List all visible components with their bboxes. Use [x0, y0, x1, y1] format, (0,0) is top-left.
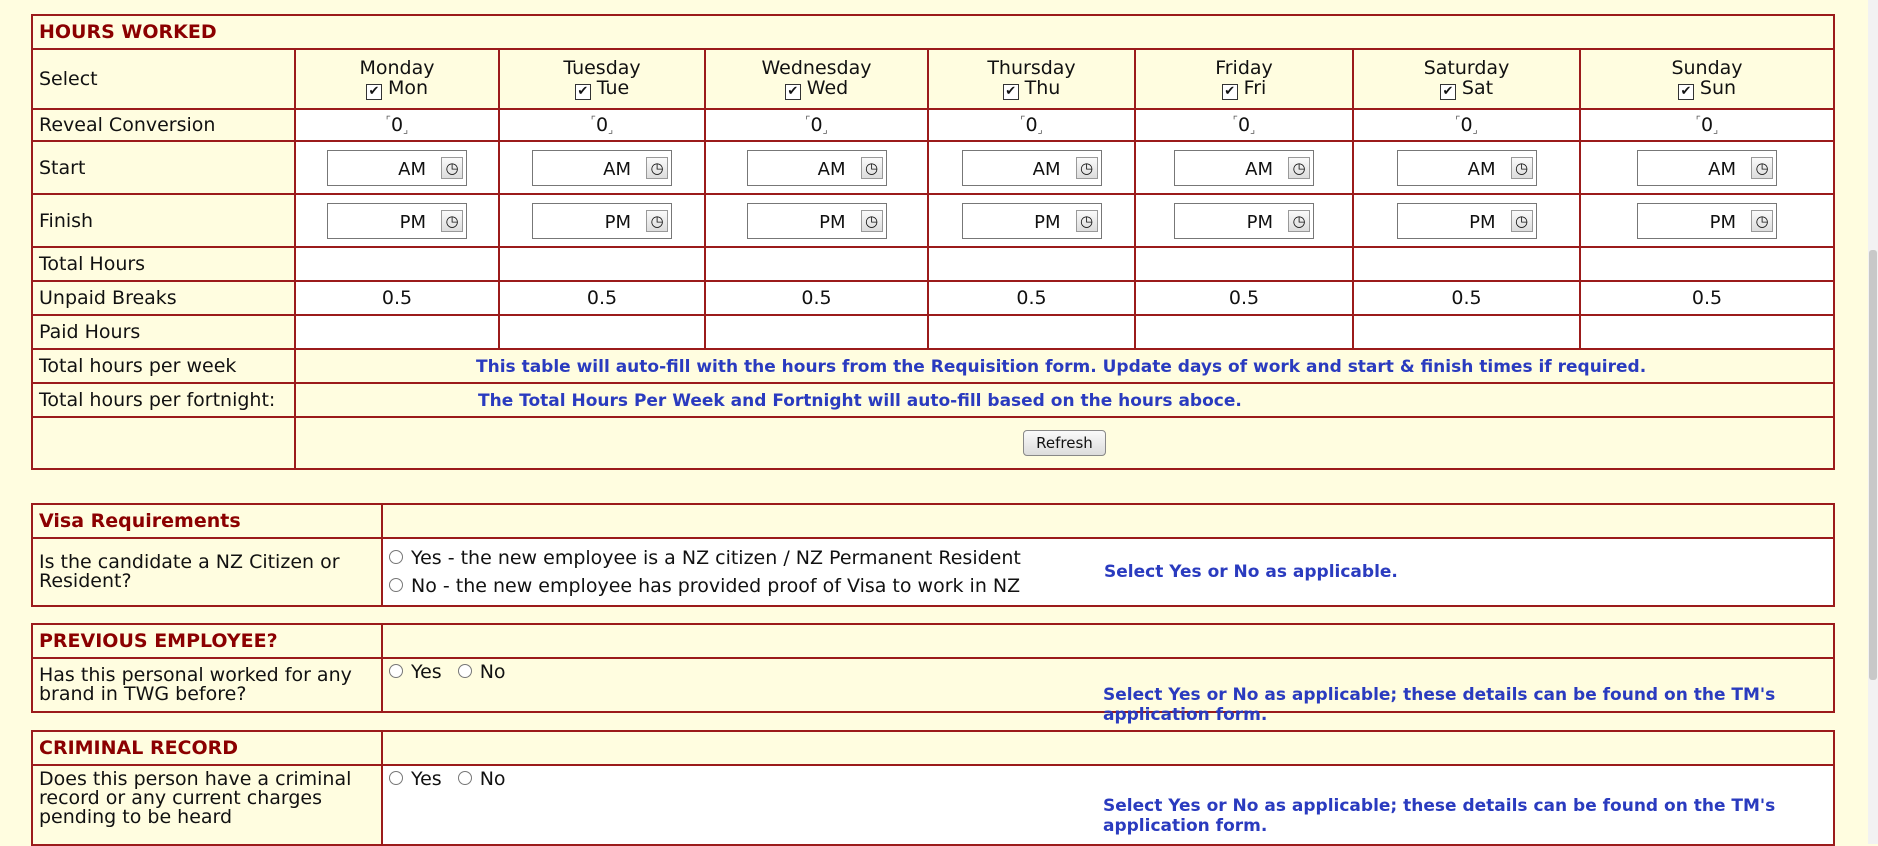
total-hours-fri: [1135, 247, 1353, 281]
day-checkbox-mon[interactable]: ✔ Mon: [302, 78, 492, 100]
refresh-row-label: [32, 417, 295, 469]
clock-icon[interactable]: ◷: [1511, 210, 1533, 232]
clock-icon[interactable]: ◷: [441, 157, 463, 179]
criminal-record-table: [31, 730, 1835, 846]
hours-per-fortnight-note: The Total Hours Per Week and Fortnight will auto-fill based on the hours aboce.: [478, 391, 1242, 411]
start-time-input-tue[interactable]: AM ◷: [532, 150, 672, 186]
visa-option-no[interactable]: No - the new employee has provided proof of Visa to work in NZ: [389, 572, 1104, 600]
row-label-total-hours: Total Hours: [39, 253, 146, 275]
total-hours-sun: [1580, 247, 1834, 281]
total-hours-tue: [499, 247, 705, 281]
paid-hours-wed: [705, 315, 928, 349]
visa-title-spacer: [382, 504, 1834, 538]
visa-requirements-table: [31, 503, 1835, 607]
previous-title-spacer: [382, 624, 1834, 658]
checkbox-icon[interactable]: ✔: [366, 84, 382, 100]
day-header-sunday: Sunday ✔ Sun: [1580, 49, 1834, 109]
radio-icon[interactable]: [458, 771, 472, 785]
day-checkbox-thu[interactable]: ✔ Thu: [935, 78, 1128, 100]
row-label-paid-hours: Paid Hours: [39, 321, 141, 343]
clock-icon[interactable]: ◷: [1076, 157, 1098, 179]
day-checkbox-fri[interactable]: ✔ Fri: [1142, 78, 1346, 100]
radio-icon[interactable]: [389, 550, 403, 564]
finish-time-input-mon[interactable]: PM ◷: [327, 203, 467, 239]
radio-icon[interactable]: [389, 771, 403, 785]
row-label-unpaid-breaks: Unpaid Breaks: [39, 287, 177, 309]
section-title-criminal-record: CRIMINAL RECORD: [39, 737, 239, 759]
clock-icon[interactable]: ◷: [861, 157, 883, 179]
day-checkbox-tue[interactable]: ✔ Tue: [506, 78, 698, 100]
criminal-record-question: Does this person have a criminal record or any current charges pending to be heard: [39, 768, 352, 828]
total-hours-mon: [295, 247, 499, 281]
criminal-no-option[interactable]: No: [458, 768, 506, 790]
unpaid-break-thu: 0.5: [928, 281, 1135, 315]
total-hours-wed: [705, 247, 928, 281]
clock-icon[interactable]: ◷: [441, 210, 463, 232]
clock-icon[interactable]: ◷: [1751, 157, 1773, 179]
reveal-value-sun: ⌜0⌟: [1580, 109, 1834, 141]
finish-time-input-wed[interactable]: PM ◷: [747, 203, 887, 239]
section-title-visa: Visa Requirements: [39, 510, 241, 532]
radio-icon[interactable]: [389, 664, 403, 678]
hours-per-week-note: This table will auto-fill with the hours from the Requisition form. Update days of work and start & finish times if required.: [476, 357, 1647, 377]
day-checkbox-sat[interactable]: ✔ Sat: [1360, 78, 1573, 100]
clock-icon[interactable]: ◷: [1751, 210, 1773, 232]
day-header-saturday: Saturday ✔ Sat: [1353, 49, 1580, 109]
day-header-friday: Friday ✔ Fri: [1135, 49, 1353, 109]
visa-hint: Select Yes or No as applicable.: [1104, 562, 1398, 582]
row-label-reveal: Reveal Conversion: [39, 114, 216, 136]
section-title-previous-employee: PREVIOUS EMPLOYEE?: [39, 630, 278, 652]
start-time-input-sat[interactable]: AM ◷: [1397, 150, 1537, 186]
previous-employee-question: Has this personal worked for any brand in TWG before?: [39, 664, 352, 705]
radio-icon[interactable]: [458, 664, 472, 678]
unpaid-break-mon: 0.5: [295, 281, 499, 315]
previous-no-option[interactable]: No: [458, 661, 506, 683]
start-time-input-fri[interactable]: AM ◷: [1174, 150, 1314, 186]
reveal-value-tue: ⌜0⌟: [499, 109, 705, 141]
previous-yes-option[interactable]: Yes: [389, 661, 442, 683]
row-label-hours-per-week: Total hours per week: [39, 355, 237, 377]
day-header-thursday: Thursday ✔ Thu: [928, 49, 1135, 109]
checkbox-icon[interactable]: ✔: [575, 84, 591, 100]
unpaid-break-wed: 0.5: [705, 281, 928, 315]
paid-hours-sat: [1353, 315, 1580, 349]
previous-employee-table: [31, 623, 1835, 725]
total-hours-thu: [928, 247, 1135, 281]
checkbox-icon[interactable]: ✔: [1440, 84, 1456, 100]
reveal-value-sat: ⌜0⌟: [1353, 109, 1580, 141]
clock-icon[interactable]: ◷: [1076, 210, 1098, 232]
start-time-input-sun[interactable]: AM ◷: [1637, 150, 1777, 186]
reveal-value-wed: ⌜0⌟: [705, 109, 928, 141]
checkbox-icon[interactable]: ✔: [785, 84, 801, 100]
paid-hours-tue: [499, 315, 705, 349]
finish-time-input-fri[interactable]: PM ◷: [1174, 203, 1314, 239]
clock-icon[interactable]: ◷: [1288, 210, 1310, 232]
finish-time-input-tue[interactable]: PM ◷: [532, 203, 672, 239]
start-time-input-mon[interactable]: AM ◷: [327, 150, 467, 186]
clock-icon[interactable]: ◷: [1288, 157, 1310, 179]
visa-question: Is the candidate a NZ Citizen or Resident?: [39, 551, 340, 592]
day-checkbox-wed[interactable]: ✔ Wed: [712, 78, 921, 100]
reveal-value-fri: ⌜0⌟: [1135, 109, 1353, 141]
scrollbar-thumb[interactable]: [1869, 250, 1877, 680]
vertical-scrollbar[interactable]: [1868, 0, 1878, 844]
checkbox-icon[interactable]: ✔: [1678, 84, 1694, 100]
clock-icon[interactable]: ◷: [646, 210, 668, 232]
criminal-record-hint: Select Yes or No as applicable; these details can be found on the TM's application form.: [1103, 796, 1776, 836]
row-label-start: Start: [39, 156, 86, 179]
day-header-tuesday: Tuesday ✔ Tue: [499, 49, 705, 109]
day-header-monday: Monday ✔ Mon: [295, 49, 499, 109]
paid-hours-thu: [928, 315, 1135, 349]
reveal-value-mon: ⌜0⌟: [295, 109, 499, 141]
paid-hours-mon: [295, 315, 499, 349]
row-label-select: Select: [39, 68, 98, 90]
unpaid-break-sun: 0.5: [1580, 281, 1834, 315]
total-hours-sat: [1353, 247, 1580, 281]
unpaid-break-sat: 0.5: [1353, 281, 1580, 315]
criminal-yes-option[interactable]: Yes: [389, 768, 442, 790]
row-label-finish: Finish: [39, 209, 94, 232]
checkbox-icon[interactable]: ✔: [1222, 84, 1238, 100]
clock-icon[interactable]: ◷: [861, 210, 883, 232]
refresh-button[interactable]: Refresh: [1023, 430, 1106, 456]
section-title-hours: HOURS WORKED: [39, 21, 217, 43]
row-label-hours-per-fortnight: Total hours per fortnight:: [39, 389, 276, 411]
criminal-title-spacer: [382, 731, 1834, 765]
reveal-value-thu: ⌜0⌟: [928, 109, 1135, 141]
finish-time-input-thu[interactable]: PM ◷: [962, 203, 1102, 239]
paid-hours-fri: [1135, 315, 1353, 349]
day-checkbox-sun[interactable]: ✔ Sun: [1587, 78, 1827, 100]
finish-time-input-sun[interactable]: PM ◷: [1637, 203, 1777, 239]
start-time-input-thu[interactable]: AM ◷: [962, 150, 1102, 186]
unpaid-break-tue: 0.5: [499, 281, 705, 315]
visa-option-yes[interactable]: Yes - the new employee is a NZ citizen / NZ Permanent Resident: [389, 544, 1104, 572]
clock-icon[interactable]: ◷: [1511, 157, 1533, 179]
unpaid-break-fri: 0.5: [1135, 281, 1353, 315]
previous-employee-hint: Select Yes or No as applicable; these details can be found on the TM's application form.: [1103, 685, 1776, 725]
radio-icon[interactable]: [389, 578, 403, 592]
day-header-wednesday: Wednesday ✔ Wed: [705, 49, 928, 109]
hours-worked-table: [31, 14, 1835, 470]
finish-time-input-sat[interactable]: PM ◷: [1397, 203, 1537, 239]
paid-hours-sun: [1580, 315, 1834, 349]
clock-icon[interactable]: ◷: [646, 157, 668, 179]
start-time-input-wed[interactable]: AM ◷: [747, 150, 887, 186]
checkbox-icon[interactable]: ✔: [1003, 84, 1019, 100]
